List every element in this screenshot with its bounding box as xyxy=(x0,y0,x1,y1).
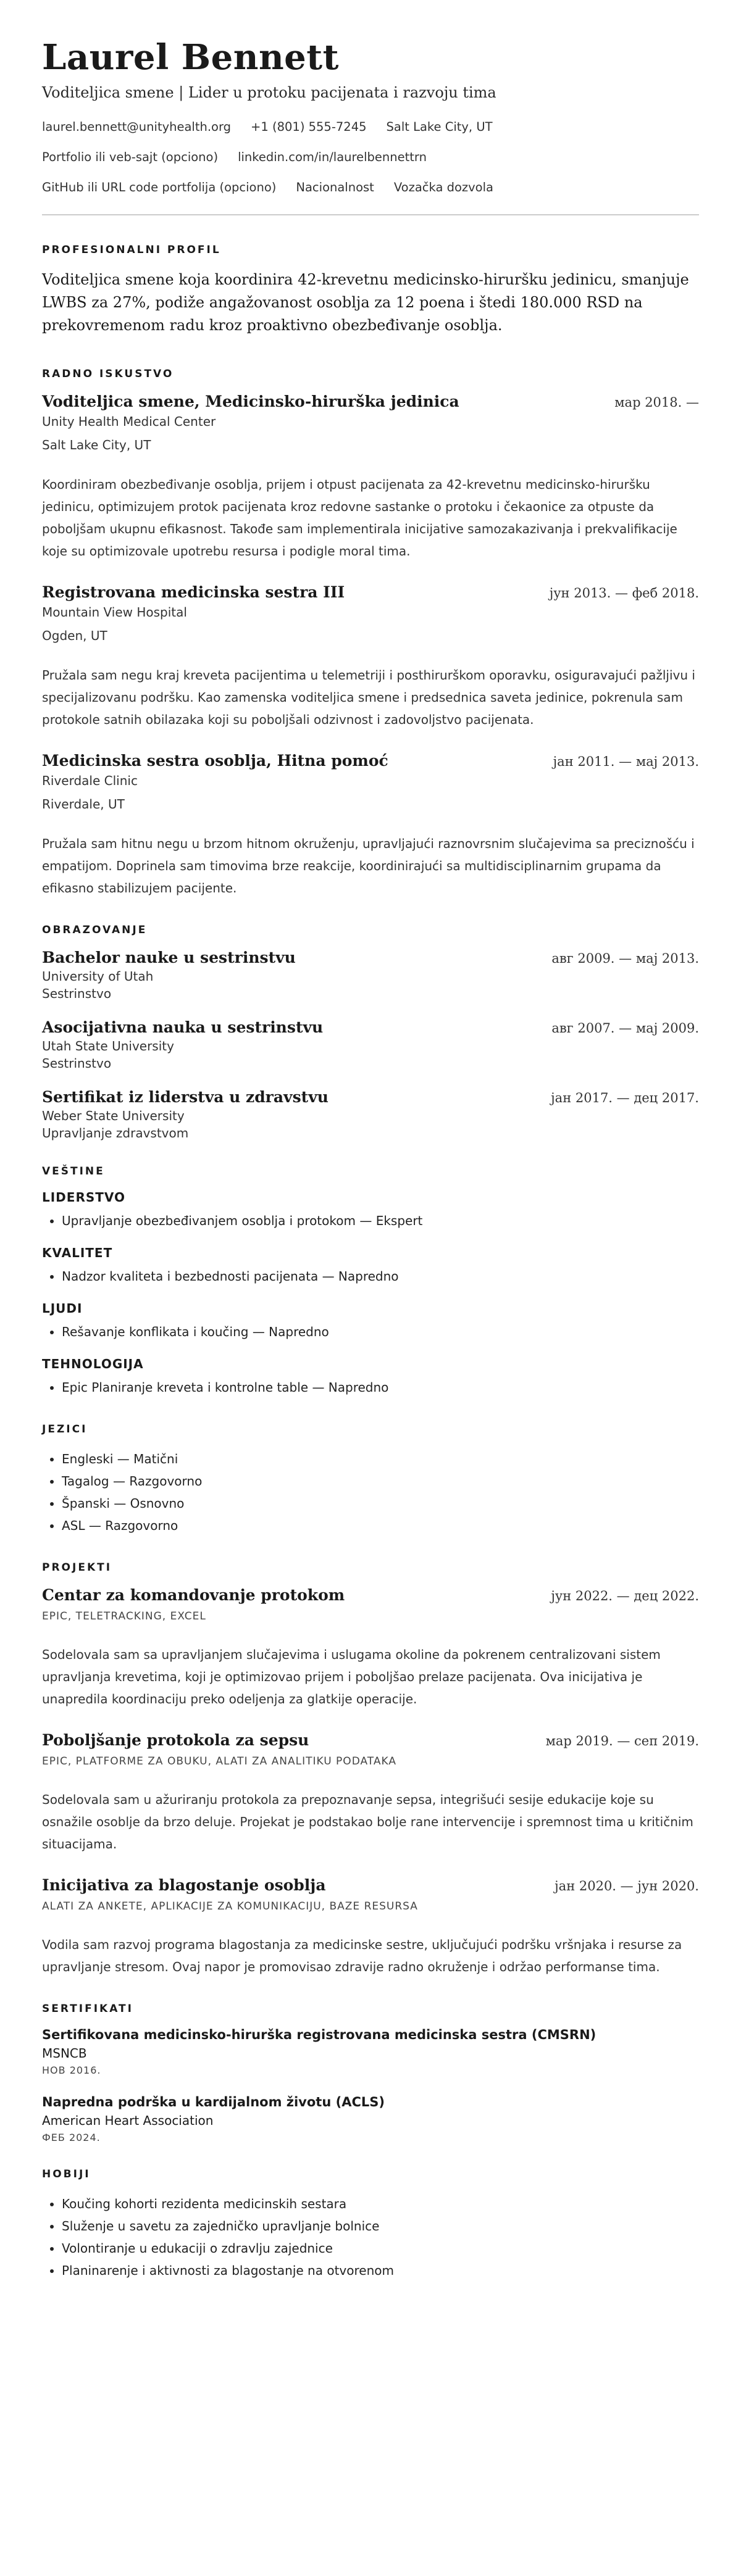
project-dates: мар 2019. — сеп 2019. xyxy=(545,1734,699,1748)
school-name: University of Utah xyxy=(42,969,154,984)
project-name: Centar za komandovanje protokom xyxy=(42,1586,345,1604)
degree-title: Sertifikat iz liderstva u zdravstvu xyxy=(42,1088,329,1106)
section-title: VEŠTINE xyxy=(42,1165,105,1178)
contact-row-links xyxy=(42,150,699,164)
employer: Unity Health Medical Center xyxy=(42,414,216,429)
job-location: Salt Lake City, UT xyxy=(42,438,151,452)
project-description: Vodila sam razvoj programa blagostanja za medicinske sestre, uključujući podršku vršnjaka i resurse za upravljanje stresom. Ovaj napor je promovisao zdravije radno okruženje i održao performanse tima. xyxy=(42,1937,682,1974)
certificate-name: Napredna podrška u kardijalnom životu (ACLS) xyxy=(42,2095,385,2109)
contact-row-extra xyxy=(42,180,699,194)
skill-list xyxy=(42,1210,699,1232)
language-item: • Španski — Osnovno xyxy=(62,1492,699,1514)
skills-section xyxy=(42,1165,699,1398)
employer: Riverdale Clinic xyxy=(42,773,138,788)
profile-section xyxy=(42,244,699,337)
skill-list xyxy=(42,1376,699,1398)
certificate-entry xyxy=(42,2027,699,2076)
contact-row-primary xyxy=(42,120,699,134)
experience-entry xyxy=(42,583,699,731)
projects-section xyxy=(42,1561,699,1978)
language-item: • Tagalog — Razgovorno xyxy=(62,1470,699,1492)
education-section xyxy=(42,924,699,1141)
language-list xyxy=(42,1448,699,1537)
project-tools: EPIC, TELETRACKING, EXCEL xyxy=(42,1610,206,1622)
candidate-tagline: Voditeljica smene | Lider u protoku pacijenata i razvoju tima xyxy=(42,84,496,101)
language-item: • Engleski — Matični xyxy=(62,1448,699,1470)
job-location: Ogden, UT xyxy=(42,628,107,643)
certificate-entry xyxy=(42,2095,699,2143)
certificate-name: Sertifikovana medicinsko-hirurška registrovana medicinska sestra (CMSRN) xyxy=(42,2027,597,2042)
project-tools: EPIC, PLATFORME ZA OBUKU, ALATI ZA ANALITIKU PODATAKA xyxy=(42,1755,396,1768)
hobby-item: • Planinarenje i aktivnosti za blagostanje na otvorenom xyxy=(62,2259,699,2282)
job-dates: јан 2011. — мај 2013. xyxy=(553,754,699,769)
nationality: Nacionalnost xyxy=(296,180,374,194)
project-entry xyxy=(42,1586,699,1710)
experience-entry xyxy=(42,752,699,899)
resume-header xyxy=(42,36,699,194)
education-dates: авг 2007. — мај 2009. xyxy=(551,1021,699,1036)
project-name: Inicijativa za blagostanje osoblja xyxy=(42,1876,326,1894)
header-divider xyxy=(42,214,699,215)
hobby-item: • Volontiranje u edukaciji o zdravlju zajednice xyxy=(62,2237,699,2259)
project-description: Sodelovala sam sa upravljanjem slučajevima i uslugama okoline da pokrenem centralizovani sistem upravljanja krevetima, koji je optimizovao prijem i poboljšao prelaze pacijenata. Ova inicijativa je unapredila koordinaciju preko odeljenja za glatkije operacije. xyxy=(42,1647,661,1706)
education-entry xyxy=(42,949,699,1001)
hobby-item: • Koučing kohorti rezidenta medicinskih sestara xyxy=(62,2193,699,2215)
skill-list xyxy=(42,1265,699,1287)
field-of-study: Upravljanje zdravstvom xyxy=(42,1126,189,1141)
field-of-study: Sestrinstvo xyxy=(42,986,112,1001)
section-title: JEZICI xyxy=(42,1423,88,1435)
section-title: RADNO ISKUSTVO xyxy=(42,368,174,380)
candidate-name: Laurel Bennett xyxy=(42,37,340,78)
section-title: PROJEKTI xyxy=(42,1561,112,1574)
project-tools: ALATI ZA ANKETE, APLIKACIJE ZA KOMUNIKACIJU, BAZE RESURSA xyxy=(42,1900,418,1913)
skill-category: TEHNOLOGIJA xyxy=(42,1357,144,1371)
certificate-issuer: MSNCB xyxy=(42,2046,87,2061)
project-entry xyxy=(42,1731,699,1855)
experience-section xyxy=(42,368,699,899)
job-description: Pružala sam hitnu negu u brzom hitnom okruženju, upravljajući raznovrsnim slučajevima sa preciznošću i empatijom. Doprinela sam timovima brze reakcije, koordinirajući sa multidisciplinarnim grupama da efikasno stabilizujem pacijente. xyxy=(42,836,695,895)
project-description: Sodelovala sam u ažuriranju protokola za prepoznavanje sepsa, integrišući sesije edukacije koje su osnažile osoblje da brzo deluje. Projekat je podstakao bolje rane intervencije i spremnost tima u kritičnim situacijama. xyxy=(42,1792,693,1851)
school-name: Utah State University xyxy=(42,1039,174,1053)
employer: Mountain View Hospital xyxy=(42,605,187,620)
hobby-list xyxy=(42,2193,699,2282)
section-title: PROFESIONALNI PROFIL xyxy=(42,244,221,256)
section-title: SERTIFIKATI xyxy=(42,2003,133,2015)
school-name: Weber State University xyxy=(42,1108,185,1123)
project-dates: јан 2020. — јун 2020. xyxy=(555,1879,699,1893)
job-description: Koordiniram obezbeđivanje osoblja, prijem i otpust pacijenata za 42-krevetnu medicinsko-hiruršku jedinicu, optimizujem protok pacijenata kroz redovne sastanke o protoku i čekaonice za otpuste da poboljšam ukupnu efikasnost. Takođe sam implementirala inicijative samozakazivanja i prekvalifikacije koje su optimizovale upotrebu resursa i podigle moral tima. xyxy=(42,477,677,559)
education-entry xyxy=(42,1018,699,1071)
education-dates: јан 2017. — дец 2017. xyxy=(551,1091,699,1105)
job-description: Pružala sam negu kraj kreveta pacijentima u telemetriji i posthirurškom oporavku, osiguravajući pažljivu i specijalizovanu podršku. Kao zamenska voditeljica smene i predsednica saveta jedinice, pokrenula sam protokole satnih obilazaka koji su poboljšali odzivnost i zadovoljstvo pacijenata. xyxy=(42,668,695,727)
job-title: Voditeljica smene, Medicinsko-hirurška jedinica xyxy=(42,393,459,410)
profile-summary: Voditeljica smene koja koordinira 42-krevetnu medicinsko-hiruršku jedinicu, smanjuje LWBS za 27%, podiže angažovanost osoblja za 12 poena i štedi 180.000 RSD na prekovremenom radu kroz proaktivno obezbeđivanje osoblja. xyxy=(42,271,689,334)
degree-title: Asocijativna nauka u sestrinstvu xyxy=(42,1018,324,1036)
skill-item: • Rešavanje konflikata i koučing — Napredno xyxy=(62,1321,699,1343)
skill-item: • Nadzor kvaliteta i bezbednosti pacijenata — Napredno xyxy=(62,1265,699,1287)
skill-category: LIDERSTVO xyxy=(42,1190,126,1205)
section-title: HOBIJI xyxy=(42,2168,91,2180)
job-location: Riverdale, UT xyxy=(42,797,125,812)
field-of-study: Sestrinstvo xyxy=(42,1056,112,1071)
certificate-issuer: American Heart Association xyxy=(42,2113,214,2128)
skill-list xyxy=(42,1321,699,1343)
project-dates: јун 2022. — дец 2022. xyxy=(551,1589,699,1603)
language-item: • ASL — Razgovorno xyxy=(62,1514,699,1537)
education-entry xyxy=(42,1088,699,1141)
section-title: OBRAZOVANJE xyxy=(42,924,148,936)
phone-number[interactable]: +1 (801) 555-7245 xyxy=(251,120,367,134)
job-title: Medicinska sestra osoblja, Hitna pomoć xyxy=(42,752,388,770)
skill-item: • Upravljanje obezbeđivanjem osoblja i protokom — Ekspert xyxy=(62,1210,699,1232)
experience-entry xyxy=(42,393,699,562)
certificate-date: НОВ 2016. xyxy=(42,2064,101,2076)
github-link[interactable]: GitHub ili URL code portfolija (opciono) xyxy=(42,180,277,194)
skill-item: • Epic Planiranje kreveta i kontrolne table — Napredno xyxy=(62,1376,699,1398)
hobby-item: • Služenje u savetu za zajedničko upravljanje bolnice xyxy=(62,2215,699,2237)
skill-category: LJUDI xyxy=(42,1301,83,1316)
project-entry xyxy=(42,1876,699,1978)
project-name: Poboljšanje protokola za sepsu xyxy=(42,1731,309,1749)
portfolio-link[interactable]: Portfolio ili veb-sajt (opciono) xyxy=(42,150,219,164)
education-dates: авг 2009. — мај 2013. xyxy=(551,951,699,966)
job-dates: јун 2013. — феб 2018. xyxy=(549,586,699,600)
hobbies-section xyxy=(42,2168,699,2282)
email-link[interactable]: laurel.bennett@unityhealth.org xyxy=(42,120,232,134)
job-title: Registrovana medicinska sestra III xyxy=(42,583,345,601)
location: Salt Lake City, UT xyxy=(386,120,493,134)
certificate-date: ФЕБ 2024. xyxy=(42,2132,101,2143)
languages-section xyxy=(42,1423,699,1537)
degree-title: Bachelor nauke u sestrinstvu xyxy=(42,949,296,966)
drivers-license: Vozačka dozvola xyxy=(393,180,493,194)
skill-category: KVALITET xyxy=(42,1245,113,1260)
linkedin-link[interactable]: linkedin.com/in/laurelbennettrn xyxy=(238,150,427,164)
certificates-section xyxy=(42,2003,699,2143)
job-dates: мар 2018. — xyxy=(614,395,699,410)
